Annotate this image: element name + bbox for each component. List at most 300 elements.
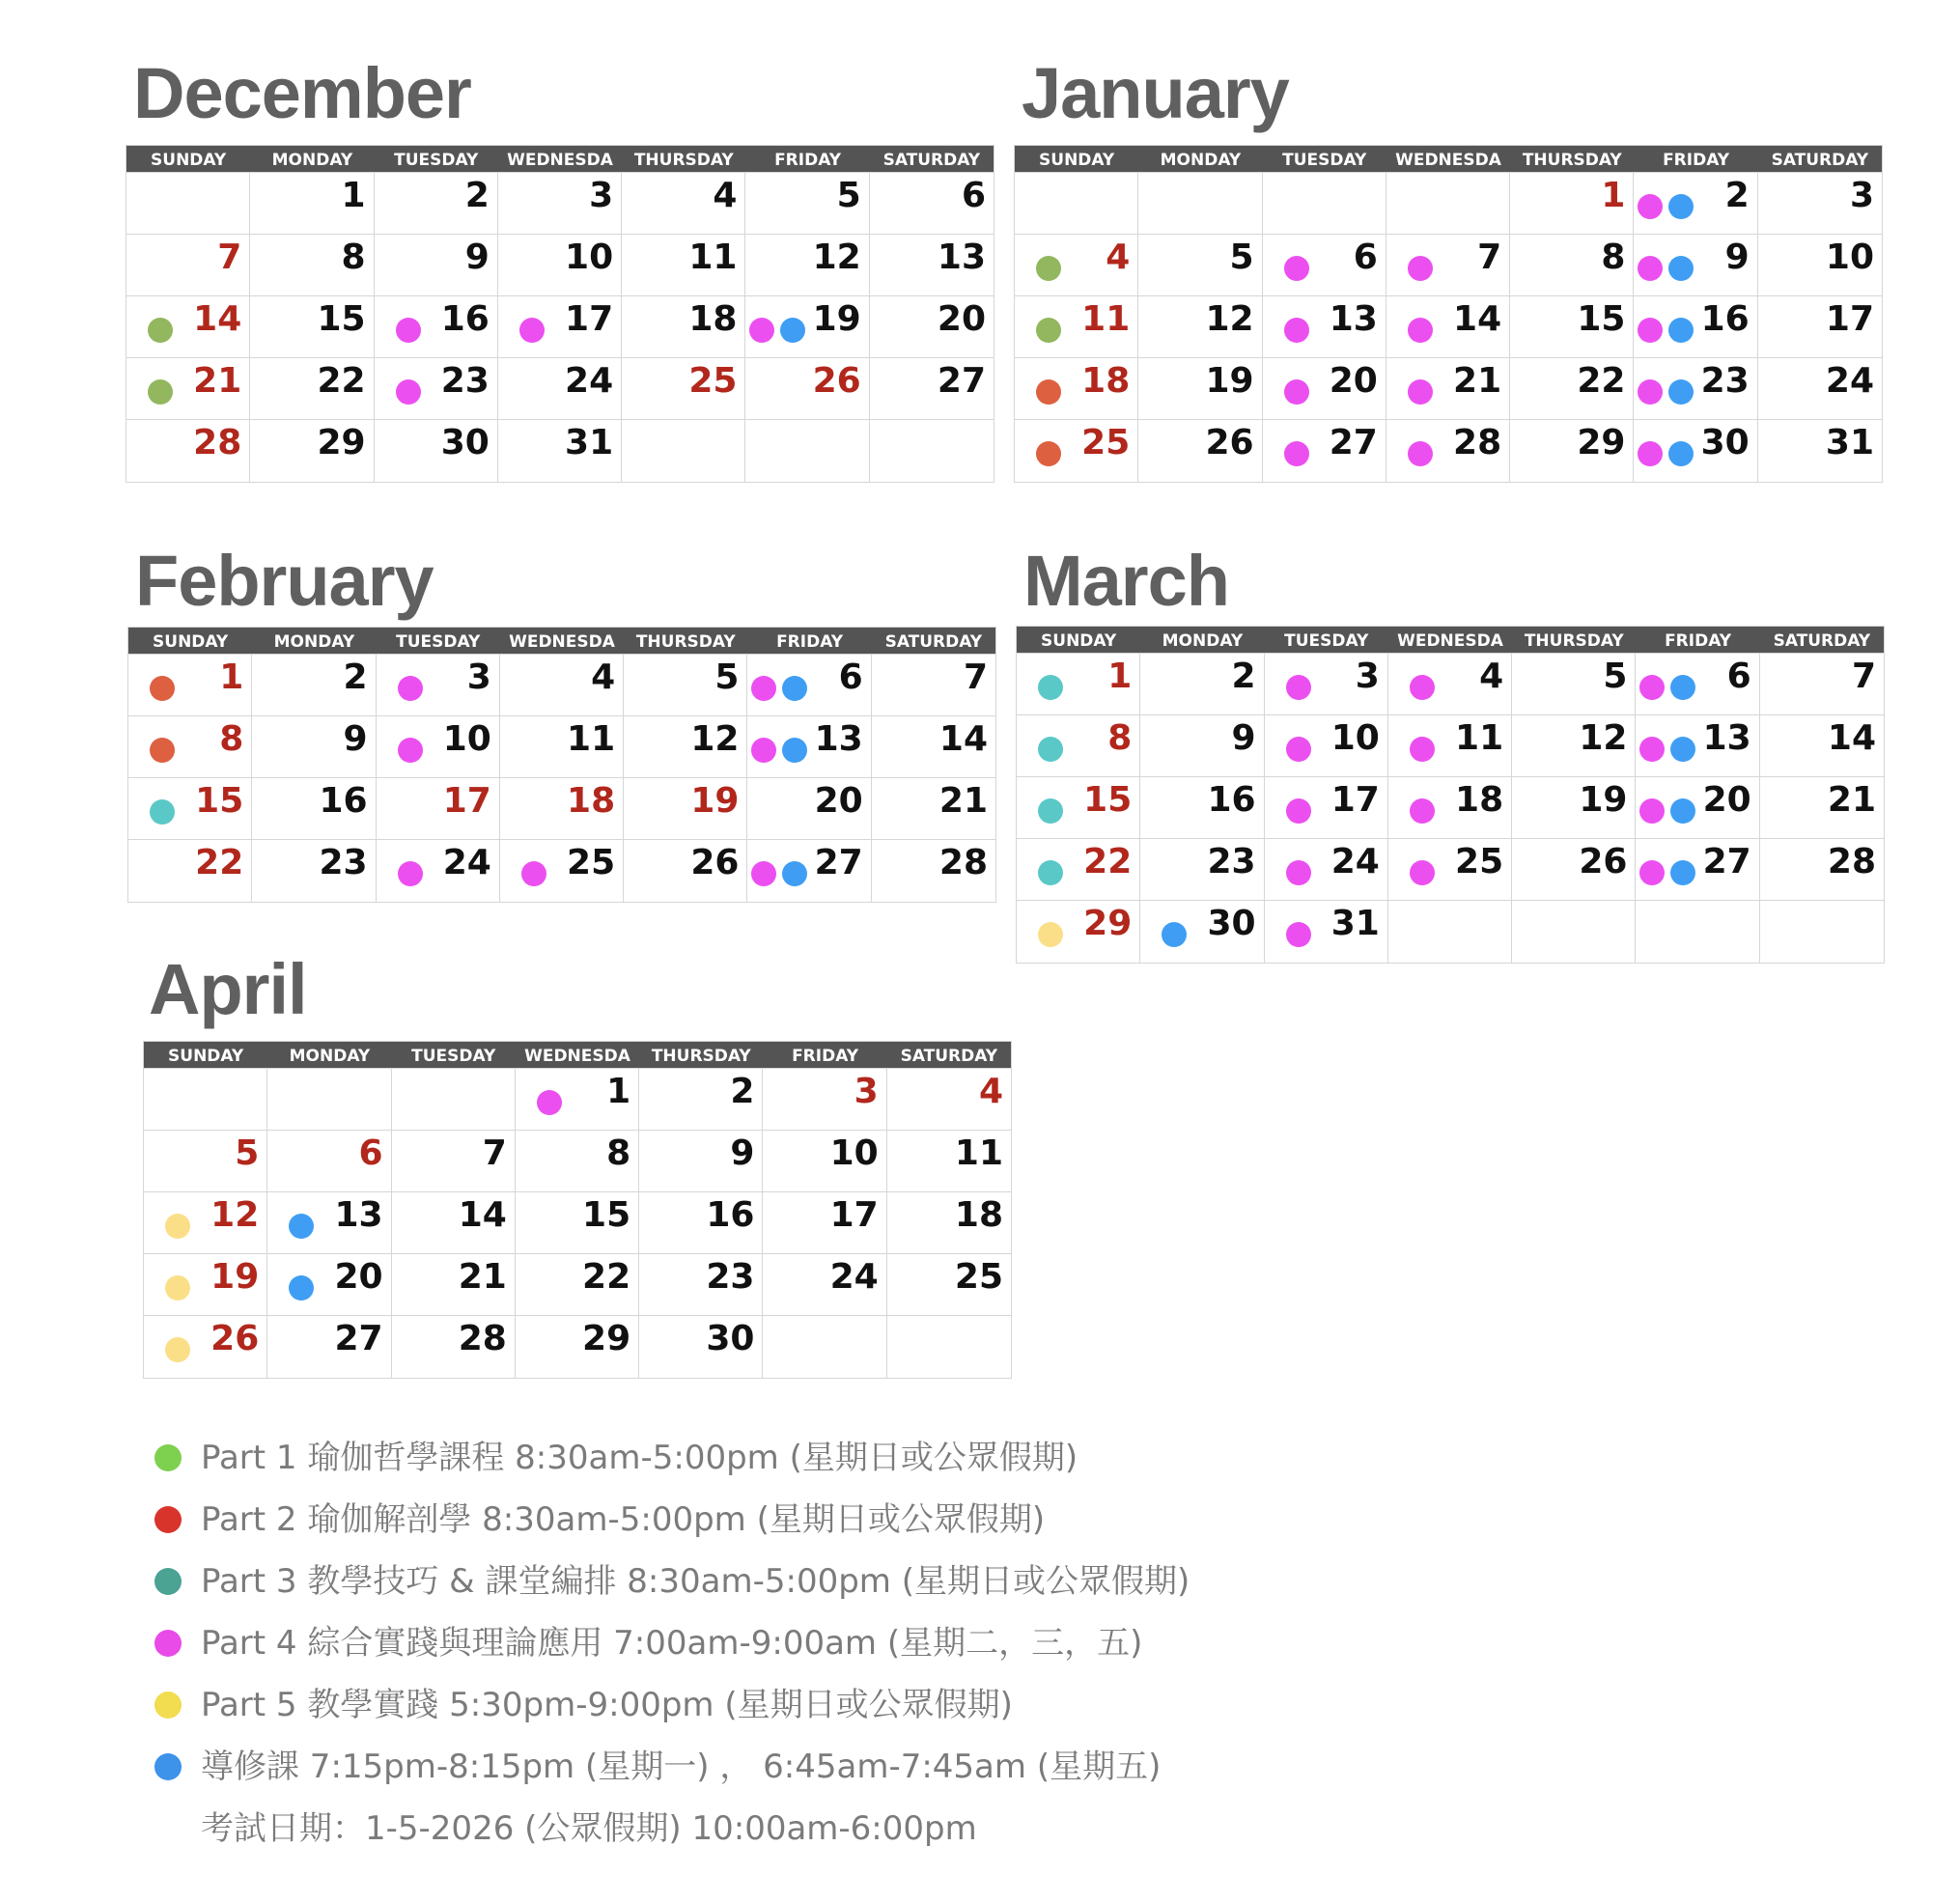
date-cell [1512, 715, 1636, 777]
date-cell [1140, 715, 1264, 777]
date-cell [1510, 358, 1634, 420]
p4-session-dot [1286, 675, 1311, 700]
date-cell [1140, 654, 1264, 715]
date-number: 13 [937, 238, 986, 277]
p4-session-dot [398, 738, 423, 763]
date-number: 20 [937, 299, 986, 339]
date-cell [1386, 235, 1510, 296]
date-cell [745, 358, 869, 420]
month-april [143, 949, 1003, 1358]
date-number: 24 [565, 361, 614, 401]
date-cell [144, 1316, 267, 1378]
p4-session-dot [751, 861, 776, 886]
p5-session-dot [165, 1337, 190, 1362]
date-number: 18 [688, 299, 738, 339]
calendar-table [143, 1041, 1012, 1379]
legend-text: Part 4 綜合實踐與理論應用 7:00am-9:00am (星期二，三，五) [201, 1624, 1143, 1663]
date-cell [1758, 235, 1882, 296]
date-number: 17 [442, 781, 491, 821]
date-number: 30 [1700, 423, 1750, 462]
date-number: 11 [688, 238, 738, 277]
weekday-label: SATURDAY [882, 151, 981, 170]
date-cell [128, 840, 252, 902]
p3-session-dot [1038, 860, 1063, 885]
date-cell [128, 716, 252, 778]
date-cell [1263, 358, 1386, 420]
date-cell [1015, 296, 1138, 358]
weekday-label: THURSDAY [1524, 631, 1624, 651]
weekday-label: TUESDAY [411, 1047, 496, 1066]
tut-session-dot [1668, 318, 1694, 343]
date-cell [763, 1254, 886, 1316]
date-number: 27 [1702, 842, 1751, 881]
date-number: 30 [1207, 904, 1256, 943]
month-title: March [1023, 541, 1229, 621]
p4-legend-dot [154, 1630, 182, 1657]
date-cell [377, 716, 500, 778]
date-number: 3 [466, 657, 491, 697]
weekday-label: SUNDAY [168, 1047, 244, 1066]
date-cell [1510, 420, 1634, 482]
date-cell [377, 840, 500, 902]
tut-session-dot [1668, 256, 1694, 281]
date-cell [1015, 358, 1138, 420]
empty-cell [1760, 901, 1884, 963]
empty-cell [763, 1316, 886, 1378]
date-cell [1140, 839, 1264, 901]
date-cell [624, 655, 747, 716]
weekday-label: WEDNESDA [524, 1047, 630, 1066]
date-cell [1510, 296, 1634, 358]
date-cell [516, 1192, 639, 1254]
date-number: 11 [567, 719, 616, 759]
date-number: 22 [317, 361, 366, 401]
date-cell [267, 1254, 391, 1316]
date-number: 6 [358, 1133, 383, 1173]
p2-legend-dot [154, 1506, 182, 1533]
date-cell [747, 840, 871, 902]
date-number: 29 [1083, 904, 1133, 943]
date-cell [1636, 654, 1759, 715]
p4-session-dot [1639, 737, 1665, 762]
date-number: 2 [730, 1072, 755, 1111]
weekday-label: MONDAY [1162, 631, 1244, 651]
date-cell [375, 420, 498, 482]
date-cell [516, 1254, 639, 1316]
tut-session-dot [782, 861, 807, 886]
p3-session-dot [1038, 737, 1063, 762]
date-number: 16 [440, 299, 490, 339]
date-cell [1512, 839, 1636, 901]
date-grid [126, 173, 994, 482]
weekday-label: TUESDAY [394, 151, 479, 170]
p2-session-dot [1036, 379, 1061, 405]
date-cell [267, 1316, 391, 1378]
date-number: 8 [1107, 718, 1133, 758]
date-number: 29 [582, 1319, 631, 1358]
p4-session-dot [1638, 441, 1663, 466]
date-number: 24 [829, 1257, 879, 1297]
date-cell [1758, 358, 1882, 420]
date-number: 13 [1702, 718, 1751, 758]
date-cell [624, 778, 747, 840]
weekday-label: MONDAY [271, 151, 353, 170]
date-number: 29 [1577, 423, 1626, 462]
date-cell [747, 716, 871, 778]
tut-session-dot [782, 676, 807, 701]
date-cell [392, 1192, 516, 1254]
date-number: 6 [838, 657, 863, 697]
date-number: 11 [954, 1133, 1003, 1173]
date-cell [250, 358, 374, 420]
legend-text: 考試日期：1-5-2026 (公眾假期) 10:00am-6:00pm [201, 1809, 977, 1848]
date-number: 25 [1455, 842, 1504, 881]
legend-text: Part 2 瑜伽解剖學 8:30am-5:00pm (星期日或公眾假期) [201, 1500, 1046, 1539]
date-number: 8 [219, 719, 244, 759]
date-number: 31 [1825, 423, 1874, 462]
date-cell [1510, 173, 1634, 235]
date-number: 15 [195, 781, 244, 821]
date-cell [500, 716, 624, 778]
weekday-header [144, 1042, 1011, 1069]
date-number: 23 [1207, 842, 1256, 881]
date-number: 3 [1355, 657, 1380, 696]
date-cell [1138, 235, 1262, 296]
date-number: 26 [210, 1319, 260, 1358]
weekday-label: SATURDAY [900, 1047, 998, 1066]
date-number: 10 [565, 238, 614, 277]
date-cell [887, 1131, 1011, 1192]
p4-session-dot [1408, 441, 1433, 466]
date-number: 6 [1353, 238, 1378, 277]
legend [154, 1427, 1190, 1860]
p1-session-dot [1036, 256, 1061, 281]
date-number: 4 [1479, 657, 1504, 696]
date-cell [745, 235, 869, 296]
date-number: 3 [854, 1072, 879, 1111]
date-cell [250, 296, 374, 358]
date-number: 14 [193, 299, 242, 339]
date-cell [624, 716, 747, 778]
date-cell [126, 358, 250, 420]
date-cell [1017, 839, 1140, 901]
date-number: 17 [1330, 780, 1380, 820]
date-cell [250, 420, 374, 482]
date-cell [1634, 235, 1757, 296]
date-number: 21 [938, 781, 988, 821]
date-cell [622, 358, 745, 420]
date-grid [128, 655, 995, 902]
empty-cell [1388, 901, 1512, 963]
date-cell [745, 296, 869, 358]
date-number: 2 [343, 657, 368, 697]
weekday-header [126, 146, 994, 173]
legend-text: Part 1 瑜伽哲學課程 8:30am-5:00pm (星期日或公眾假期) [201, 1439, 1078, 1477]
date-number: 14 [1453, 299, 1502, 339]
month-january [1014, 53, 1874, 462]
date-cell [1634, 296, 1757, 358]
date-number: 4 [591, 657, 616, 697]
empty-cell [144, 1069, 267, 1131]
empty-cell [126, 173, 250, 235]
date-number: 24 [1330, 842, 1380, 881]
date-number: 20 [1329, 361, 1378, 401]
date-number: 22 [1083, 842, 1133, 881]
date-number: 11 [1081, 299, 1131, 339]
month-title: January [1022, 53, 1289, 133]
p4-session-dot [396, 379, 421, 405]
date-number: 19 [812, 299, 861, 339]
weekday-label: SATURDAY [1773, 631, 1871, 651]
p2-session-dot [150, 738, 175, 763]
p4-session-dot [1410, 675, 1435, 700]
p4-session-dot [396, 318, 421, 343]
date-number: 12 [210, 1195, 260, 1235]
p4-session-dot [1284, 318, 1309, 343]
date-number: 22 [582, 1257, 631, 1297]
date-cell [128, 778, 252, 840]
legend-text: Part 3 教學技巧 & 課堂編排 8:30am-5:00pm (星期日或公眾假期) [201, 1562, 1190, 1601]
date-number: 5 [714, 657, 740, 697]
month-title: February [135, 541, 434, 621]
date-cell [1263, 235, 1386, 296]
weekday-label: FRIDAY [774, 151, 842, 170]
date-number: 4 [978, 1072, 1003, 1111]
date-cell [1265, 777, 1388, 839]
date-cell [1512, 777, 1636, 839]
date-number: 16 [1207, 780, 1256, 820]
date-cell [1636, 839, 1759, 901]
empty-cell [392, 1069, 516, 1131]
date-number: 8 [606, 1133, 631, 1173]
p4-session-dot [1286, 860, 1311, 885]
p5-session-dot [1038, 922, 1063, 947]
date-number: 8 [1601, 238, 1626, 277]
date-number: 15 [1083, 780, 1133, 820]
date-cell [872, 716, 995, 778]
date-number: 14 [938, 719, 988, 759]
date-number: 17 [829, 1195, 879, 1235]
date-cell [516, 1131, 639, 1192]
tut-session-dot [1670, 798, 1695, 824]
date-cell [870, 173, 994, 235]
date-cell [1017, 654, 1140, 715]
tut-session-dot [289, 1214, 314, 1239]
weekday-label: SATURDAY [884, 632, 983, 652]
p3-legend-dot [154, 1568, 182, 1595]
weekday-label: SUNDAY [151, 151, 227, 170]
date-number: 4 [713, 176, 738, 215]
empty-cell [1263, 173, 1386, 235]
date-cell [1265, 839, 1388, 901]
date-cell [1263, 420, 1386, 482]
p1-session-dot [1036, 318, 1061, 343]
date-number: 5 [1603, 657, 1628, 696]
date-cell [870, 358, 994, 420]
weekday-label: TUESDAY [1282, 151, 1367, 170]
date-number: 28 [1827, 842, 1876, 881]
date-number: 17 [1825, 299, 1874, 339]
date-cell [1386, 296, 1510, 358]
date-number: 28 [458, 1319, 507, 1358]
date-number: 10 [1825, 238, 1874, 277]
date-cell [1636, 715, 1759, 777]
p3-session-dot [150, 799, 175, 825]
legend-item-p4 [154, 1612, 1190, 1674]
date-number: 6 [961, 176, 986, 215]
date-number: 1 [606, 1072, 631, 1111]
date-cell [870, 235, 994, 296]
p4-session-dot [1408, 379, 1433, 405]
date-cell [1263, 296, 1386, 358]
date-number: 22 [195, 843, 244, 882]
date-cell [1388, 654, 1512, 715]
legend-item-exam [154, 1798, 1190, 1860]
weekday-label: MONDAY [273, 632, 355, 652]
empty-cell [887, 1316, 1011, 1378]
date-cell [1140, 901, 1264, 963]
tut-session-dot [1162, 922, 1187, 947]
tut-session-dot [1668, 379, 1694, 405]
date-number: 4 [1106, 238, 1131, 277]
p3-session-dot [1038, 798, 1063, 824]
p1-session-dot [148, 379, 173, 405]
empty-cell [745, 420, 869, 482]
date-number: 21 [1453, 361, 1502, 401]
weekday-label: THURSDAY [635, 632, 736, 652]
date-cell [252, 655, 376, 716]
p1-legend-dot [154, 1444, 182, 1471]
date-grid [1015, 173, 1882, 482]
date-number: 23 [319, 843, 368, 882]
date-cell [498, 173, 622, 235]
date-number: 26 [690, 843, 740, 882]
date-number: 16 [319, 781, 368, 821]
weekday-header [128, 628, 995, 655]
empty-cell [1015, 173, 1138, 235]
date-number: 28 [193, 423, 242, 462]
date-cell [126, 235, 250, 296]
date-number: 10 [1330, 718, 1380, 758]
date-number: 13 [334, 1195, 383, 1235]
date-number: 19 [1579, 780, 1628, 820]
date-number: 31 [1330, 904, 1380, 943]
date-number: 8 [341, 238, 366, 277]
p4-session-dot [1638, 256, 1663, 281]
empty-cell [1386, 173, 1510, 235]
date-number: 30 [706, 1319, 755, 1358]
p4-session-dot [398, 676, 423, 701]
p4-session-dot [1639, 860, 1665, 885]
empty-cell [1512, 901, 1636, 963]
weekday-label: FRIDAY [1663, 151, 1730, 170]
date-cell [252, 716, 376, 778]
month-march [1016, 541, 1876, 943]
date-grid [1017, 654, 1884, 963]
date-cell [763, 1069, 886, 1131]
date-number: 12 [1205, 299, 1254, 339]
date-cell [639, 1192, 763, 1254]
date-number: 21 [193, 361, 242, 401]
date-cell [250, 173, 374, 235]
date-cell [498, 296, 622, 358]
date-number: 1 [341, 176, 366, 215]
date-number: 7 [217, 238, 242, 277]
weekday-header [1017, 627, 1884, 654]
date-number: 21 [458, 1257, 507, 1297]
date-cell [1265, 715, 1388, 777]
date-cell [1138, 358, 1262, 420]
date-number: 25 [1081, 423, 1131, 462]
p4-session-dot [1286, 737, 1311, 762]
date-cell [375, 358, 498, 420]
p4-session-dot [1639, 798, 1665, 824]
date-number: 23 [440, 361, 490, 401]
weekday-label: WEDNESDA [1397, 631, 1503, 651]
p4-session-dot [398, 861, 423, 886]
date-number: 9 [1231, 718, 1256, 758]
month-february [127, 541, 988, 882]
tut-session-dot [1670, 860, 1695, 885]
weekday-label: SUNDAY [1041, 631, 1117, 651]
date-cell [745, 173, 869, 235]
date-cell [1015, 420, 1138, 482]
date-cell [1760, 715, 1884, 777]
date-cell [500, 778, 624, 840]
p5-session-dot [165, 1275, 190, 1301]
date-cell [392, 1254, 516, 1316]
legend-item-p1 [154, 1427, 1190, 1489]
date-cell [126, 420, 250, 482]
date-number: 28 [1453, 423, 1502, 462]
date-number: 19 [210, 1257, 260, 1297]
date-cell [392, 1316, 516, 1378]
p4-session-dot [1286, 922, 1311, 947]
p3-session-dot [1038, 675, 1063, 700]
date-number: 22 [1577, 361, 1626, 401]
legend-text: 導修課 7:15pm-8:15pm (星期一) ， 6:45am-7:45am (星期五) [201, 1748, 1162, 1786]
date-number: 30 [440, 423, 490, 462]
weekday-label: FRIDAY [776, 632, 844, 652]
date-cell [128, 655, 252, 716]
weekday-label: FRIDAY [792, 1047, 859, 1066]
tut-session-dot [1668, 194, 1694, 219]
calendar-table [127, 627, 996, 903]
date-cell [144, 1131, 267, 1192]
weekday-label: SATURDAY [1771, 151, 1869, 170]
date-number: 2 [1231, 657, 1256, 696]
date-number: 25 [688, 361, 738, 401]
date-cell [1140, 777, 1264, 839]
date-cell [392, 1131, 516, 1192]
date-cell [870, 296, 994, 358]
date-cell [1388, 715, 1512, 777]
month-title: December [133, 53, 471, 133]
empty-cell [622, 420, 745, 482]
p4-session-dot [519, 318, 545, 343]
date-cell [267, 1192, 391, 1254]
date-number: 15 [317, 299, 366, 339]
date-cell [1017, 777, 1140, 839]
date-cell [747, 655, 871, 716]
weekday-label: SUNDAY [153, 632, 229, 652]
p4-session-dot [1638, 194, 1663, 219]
date-cell [1758, 296, 1882, 358]
date-cell [1138, 296, 1262, 358]
date-cell [887, 1254, 1011, 1316]
date-cell [1017, 901, 1140, 963]
date-number: 12 [690, 719, 740, 759]
